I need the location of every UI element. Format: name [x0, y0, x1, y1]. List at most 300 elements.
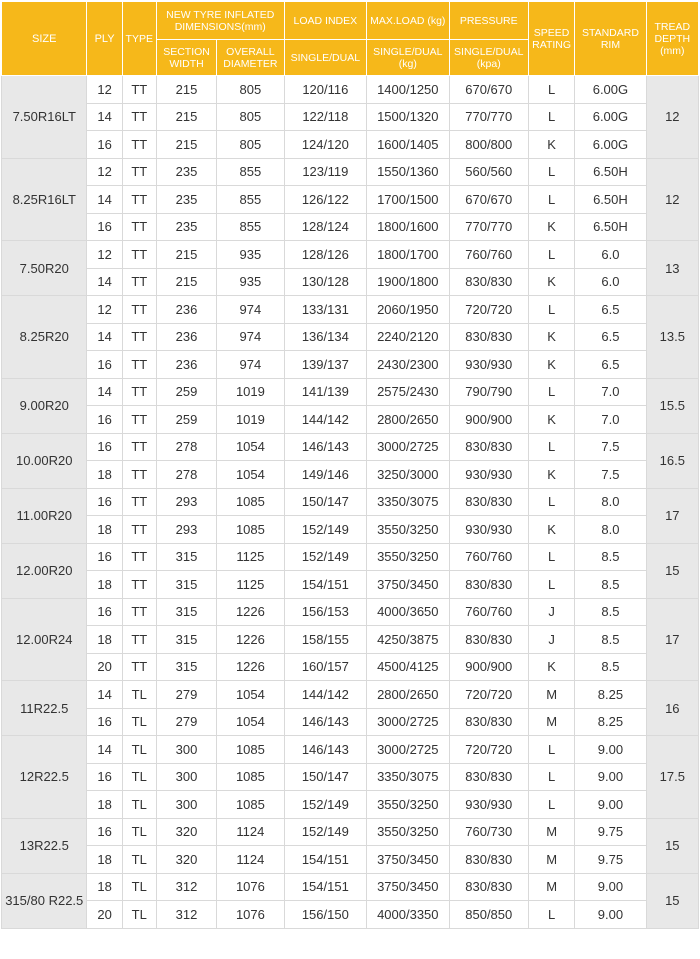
cell-pressure: 830/830: [449, 626, 528, 654]
cell-standard-rim: 8.25: [575, 708, 646, 736]
cell-overall-diameter: 1124: [217, 846, 284, 874]
table-row: [2, 433, 699, 461]
cell-standard-rim: 8.5: [575, 571, 646, 599]
cell-tread-depth: 13.5: [646, 296, 698, 379]
cell-pressure: 930/930: [449, 351, 528, 379]
header-tread-depth: TREAD DEPTH (mm): [646, 2, 698, 76]
table-body: [2, 76, 699, 929]
cell-speed-rating: K: [528, 268, 574, 296]
cell-overall-diameter: 1085: [217, 763, 284, 791]
cell-size: 12.00R24: [2, 598, 87, 681]
cell-ply: 12: [87, 241, 122, 269]
cell-tread-depth: 17: [646, 598, 698, 681]
cell-section-width: 315: [156, 626, 216, 654]
cell-overall-diameter: 1085: [217, 791, 284, 819]
header-speed-rating: SPEED RATING: [528, 2, 574, 76]
cell-type: TL: [122, 791, 156, 819]
cell-type: TT: [122, 516, 156, 544]
cell-type: TT: [122, 406, 156, 434]
cell-standard-rim: 6.00G: [575, 103, 646, 131]
cell-tread-depth: 16: [646, 681, 698, 736]
cell-ply: 16: [87, 131, 122, 159]
table-row: [2, 268, 699, 296]
cell-size: 10.00R20: [2, 433, 87, 488]
cell-standard-rim: 8.0: [575, 516, 646, 544]
cell-ply: 14: [87, 736, 122, 764]
table-row: [2, 901, 699, 929]
cell-speed-rating: J: [528, 626, 574, 654]
table-row: [2, 76, 699, 104]
cell-type: TT: [122, 378, 156, 406]
cell-section-width: 235: [156, 186, 216, 214]
cell-max-load: 1550/1360: [367, 158, 449, 186]
cell-overall-diameter: 1076: [217, 873, 284, 901]
cell-pressure: 930/930: [449, 516, 528, 544]
cell-overall-diameter: 974: [217, 351, 284, 379]
cell-type: TT: [122, 433, 156, 461]
cell-max-load: 3750/3450: [367, 873, 449, 901]
cell-max-load: 1800/1700: [367, 241, 449, 269]
cell-standard-rim: 7.5: [575, 461, 646, 489]
cell-size: 7.50R16LT: [2, 76, 87, 159]
cell-section-width: 278: [156, 433, 216, 461]
cell-section-width: 293: [156, 488, 216, 516]
table-row: [2, 818, 699, 846]
cell-overall-diameter: 1125: [217, 571, 284, 599]
cell-section-width: 259: [156, 378, 216, 406]
table-row: [2, 873, 699, 901]
cell-section-width: 215: [156, 268, 216, 296]
cell-max-load: 3550/3250: [367, 791, 449, 819]
cell-load-index: 156/153: [284, 598, 366, 626]
cell-standard-rim: 9.00: [575, 791, 646, 819]
cell-pressure: 900/900: [449, 653, 528, 681]
cell-section-width: 300: [156, 763, 216, 791]
cell-speed-rating: M: [528, 873, 574, 901]
cell-type: TL: [122, 681, 156, 709]
cell-speed-rating: J: [528, 598, 574, 626]
cell-standard-rim: 9.00: [575, 736, 646, 764]
cell-standard-rim: 8.0: [575, 488, 646, 516]
cell-section-width: 312: [156, 901, 216, 929]
table-row: [2, 296, 699, 324]
cell-speed-rating: L: [528, 76, 574, 104]
cell-load-index: 154/151: [284, 873, 366, 901]
cell-section-width: 259: [156, 406, 216, 434]
cell-load-index: 124/120: [284, 131, 366, 159]
cell-max-load: 4500/4125: [367, 653, 449, 681]
cell-type: TL: [122, 763, 156, 791]
cell-load-index: 150/147: [284, 488, 366, 516]
cell-size: 11R22.5: [2, 681, 87, 736]
cell-pressure: 670/670: [449, 76, 528, 104]
table-row: [2, 626, 699, 654]
cell-type: TT: [122, 268, 156, 296]
cell-ply: 20: [87, 653, 122, 681]
table-row: [2, 791, 699, 819]
cell-overall-diameter: 1019: [217, 378, 284, 406]
table-row: [2, 543, 699, 571]
cell-type: TL: [122, 818, 156, 846]
header-pressure-single-dual: SINGLE/DUAL (kpa): [449, 40, 528, 76]
cell-ply: 14: [87, 681, 122, 709]
cell-overall-diameter: 1226: [217, 653, 284, 681]
cell-max-load: 4250/3875: [367, 626, 449, 654]
table-row: [2, 598, 699, 626]
cell-section-width: 215: [156, 241, 216, 269]
cell-section-width: 215: [156, 76, 216, 104]
cell-section-width: 300: [156, 791, 216, 819]
table-row: [2, 406, 699, 434]
cell-size: 12.00R20: [2, 543, 87, 598]
cell-speed-rating: K: [528, 406, 574, 434]
cell-type: TT: [122, 653, 156, 681]
cell-section-width: 300: [156, 736, 216, 764]
cell-max-load: 3550/3250: [367, 543, 449, 571]
cell-section-width: 293: [156, 516, 216, 544]
cell-load-index: 146/143: [284, 708, 366, 736]
cell-size: 315/80 R22.5: [2, 873, 87, 928]
cell-speed-rating: L: [528, 791, 574, 819]
header-load-index-single-dual: SINGLE/DUAL: [284, 40, 366, 76]
cell-overall-diameter: 1054: [217, 433, 284, 461]
cell-max-load: 3550/3250: [367, 818, 449, 846]
cell-type: TL: [122, 708, 156, 736]
cell-size: 13R22.5: [2, 818, 87, 873]
cell-speed-rating: L: [528, 186, 574, 214]
cell-ply: 16: [87, 406, 122, 434]
cell-standard-rim: 8.5: [575, 543, 646, 571]
cell-pressure: 830/830: [449, 433, 528, 461]
cell-speed-rating: M: [528, 681, 574, 709]
cell-load-index: 152/149: [284, 791, 366, 819]
cell-section-width: 279: [156, 708, 216, 736]
cell-max-load: 4000/3650: [367, 598, 449, 626]
cell-tread-depth: 17: [646, 488, 698, 543]
cell-speed-rating: L: [528, 571, 574, 599]
cell-overall-diameter: 935: [217, 268, 284, 296]
cell-tread-depth: 16.5: [646, 433, 698, 488]
table-row: [2, 461, 699, 489]
table-row: [2, 653, 699, 681]
cell-speed-rating: M: [528, 818, 574, 846]
header-overall-diameter: OVERALL DIAMETER: [217, 40, 284, 76]
cell-load-index: 146/143: [284, 736, 366, 764]
cell-max-load: 3250/3000: [367, 461, 449, 489]
cell-speed-rating: L: [528, 296, 574, 324]
cell-standard-rim: 6.00G: [575, 131, 646, 159]
cell-standard-rim: 7.0: [575, 378, 646, 406]
cell-standard-rim: 9.00: [575, 763, 646, 791]
cell-tread-depth: 13: [646, 241, 698, 296]
cell-type: TT: [122, 103, 156, 131]
cell-max-load: 1800/1600: [367, 213, 449, 241]
cell-type: TT: [122, 626, 156, 654]
cell-overall-diameter: 1125: [217, 543, 284, 571]
cell-max-load: 1900/1800: [367, 268, 449, 296]
cell-standard-rim: 6.50H: [575, 158, 646, 186]
cell-ply: 18: [87, 873, 122, 901]
cell-pressure: 830/830: [449, 323, 528, 351]
cell-overall-diameter: 855: [217, 213, 284, 241]
cell-load-index: 122/118: [284, 103, 366, 131]
cell-pressure: 800/800: [449, 131, 528, 159]
cell-tread-depth: 12: [646, 158, 698, 241]
cell-ply: 14: [87, 323, 122, 351]
cell-tread-depth: 15: [646, 873, 698, 928]
cell-max-load: 2575/2430: [367, 378, 449, 406]
cell-standard-rim: 7.5: [575, 433, 646, 461]
cell-section-width: 236: [156, 351, 216, 379]
cell-type: TT: [122, 598, 156, 626]
cell-speed-rating: L: [528, 241, 574, 269]
header-dimensions: NEW TYRE INFLATED DIMENSIONS(mm): [156, 2, 284, 40]
cell-pressure: 760/760: [449, 543, 528, 571]
cell-type: TT: [122, 158, 156, 186]
cell-pressure: 930/930: [449, 791, 528, 819]
cell-type: TT: [122, 543, 156, 571]
cell-type: TT: [122, 461, 156, 489]
cell-speed-rating: K: [528, 516, 574, 544]
cell-ply: 18: [87, 791, 122, 819]
cell-speed-rating: L: [528, 378, 574, 406]
header-load-index: LOAD INDEX: [284, 2, 366, 40]
cell-type: TL: [122, 736, 156, 764]
cell-type: TT: [122, 488, 156, 516]
cell-load-index: 141/139: [284, 378, 366, 406]
table-row: [2, 681, 699, 709]
cell-speed-rating: K: [528, 653, 574, 681]
cell-overall-diameter: 1124: [217, 818, 284, 846]
cell-overall-diameter: 1076: [217, 901, 284, 929]
cell-standard-rim: 7.0: [575, 406, 646, 434]
cell-overall-diameter: 805: [217, 76, 284, 104]
cell-overall-diameter: 805: [217, 131, 284, 159]
table-row: [2, 186, 699, 214]
cell-standard-rim: 8.5: [575, 598, 646, 626]
table-row: [2, 516, 699, 544]
cell-tread-depth: 15: [646, 818, 698, 873]
cell-ply: 20: [87, 901, 122, 929]
cell-standard-rim: 6.50H: [575, 213, 646, 241]
cell-speed-rating: L: [528, 433, 574, 461]
cell-section-width: 235: [156, 213, 216, 241]
cell-overall-diameter: 974: [217, 296, 284, 324]
cell-load-index: 136/134: [284, 323, 366, 351]
table-row: [2, 131, 699, 159]
cell-size: 11.00R20: [2, 488, 87, 543]
cell-overall-diameter: 1085: [217, 516, 284, 544]
cell-overall-diameter: 1054: [217, 681, 284, 709]
cell-max-load: 2430/2300: [367, 351, 449, 379]
cell-type: TT: [122, 241, 156, 269]
cell-ply: 16: [87, 763, 122, 791]
cell-max-load: 2060/1950: [367, 296, 449, 324]
cell-speed-rating: K: [528, 323, 574, 351]
cell-max-load: 3750/3450: [367, 846, 449, 874]
cell-max-load: 2240/2120: [367, 323, 449, 351]
cell-pressure: 770/770: [449, 103, 528, 131]
cell-size: 8.25R16LT: [2, 158, 87, 241]
cell-max-load: 2800/2650: [367, 681, 449, 709]
cell-ply: 16: [87, 213, 122, 241]
cell-speed-rating: L: [528, 901, 574, 929]
cell-pressure: 830/830: [449, 708, 528, 736]
cell-size: 12R22.5: [2, 736, 87, 819]
cell-standard-rim: 8.5: [575, 626, 646, 654]
cell-load-index: 128/124: [284, 213, 366, 241]
cell-ply: 16: [87, 598, 122, 626]
cell-pressure: 930/930: [449, 461, 528, 489]
cell-ply: 14: [87, 103, 122, 131]
cell-ply: 18: [87, 846, 122, 874]
cell-load-index: 126/122: [284, 186, 366, 214]
cell-pressure: 720/720: [449, 736, 528, 764]
cell-pressure: 560/560: [449, 158, 528, 186]
cell-load-index: 149/146: [284, 461, 366, 489]
cell-pressure: 830/830: [449, 488, 528, 516]
cell-overall-diameter: 1085: [217, 488, 284, 516]
cell-max-load: 3000/2725: [367, 736, 449, 764]
cell-tread-depth: 15.5: [646, 378, 698, 433]
cell-section-width: 215: [156, 131, 216, 159]
cell-max-load: 1600/1405: [367, 131, 449, 159]
header-type: TYPE: [122, 2, 156, 76]
cell-pressure: 770/770: [449, 213, 528, 241]
cell-load-index: 150/147: [284, 763, 366, 791]
cell-ply: 12: [87, 296, 122, 324]
table-row: [2, 763, 699, 791]
table-header: [2, 2, 699, 76]
cell-pressure: 830/830: [449, 763, 528, 791]
cell-ply: 16: [87, 818, 122, 846]
header-standard-rim: STANDARD RIM: [575, 2, 646, 76]
cell-size: 9.00R20: [2, 378, 87, 433]
cell-ply: 16: [87, 543, 122, 571]
cell-load-index: 146/143: [284, 433, 366, 461]
table-row: [2, 241, 699, 269]
cell-overall-diameter: 1054: [217, 461, 284, 489]
cell-overall-diameter: 1019: [217, 406, 284, 434]
cell-speed-rating: K: [528, 461, 574, 489]
cell-pressure: 720/720: [449, 296, 528, 324]
cell-speed-rating: L: [528, 543, 574, 571]
cell-pressure: 830/830: [449, 846, 528, 874]
cell-load-index: 144/142: [284, 681, 366, 709]
cell-ply: 16: [87, 708, 122, 736]
cell-overall-diameter: 805: [217, 103, 284, 131]
cell-pressure: 830/830: [449, 571, 528, 599]
cell-section-width: 315: [156, 543, 216, 571]
cell-pressure: 760/760: [449, 241, 528, 269]
cell-max-load: 3350/3075: [367, 488, 449, 516]
cell-ply: 14: [87, 268, 122, 296]
cell-type: TL: [122, 873, 156, 901]
cell-standard-rim: 6.5: [575, 296, 646, 324]
cell-type: TL: [122, 901, 156, 929]
cell-ply: 18: [87, 626, 122, 654]
cell-speed-rating: K: [528, 351, 574, 379]
cell-section-width: 315: [156, 653, 216, 681]
cell-tread-depth: 17.5: [646, 736, 698, 819]
cell-ply: 16: [87, 351, 122, 379]
cell-section-width: 320: [156, 846, 216, 874]
cell-section-width: 312: [156, 873, 216, 901]
cell-section-width: 278: [156, 461, 216, 489]
table-row: [2, 846, 699, 874]
cell-load-index: 139/137: [284, 351, 366, 379]
cell-type: TT: [122, 186, 156, 214]
cell-load-index: 152/149: [284, 543, 366, 571]
cell-speed-rating: L: [528, 488, 574, 516]
table-row: [2, 158, 699, 186]
cell-type: TT: [122, 213, 156, 241]
cell-section-width: 235: [156, 158, 216, 186]
cell-standard-rim: 8.5: [575, 653, 646, 681]
cell-load-index: 158/155: [284, 626, 366, 654]
tyre-spec-table: [1, 1, 699, 929]
cell-max-load: 4000/3350: [367, 901, 449, 929]
cell-ply: 12: [87, 76, 122, 104]
cell-standard-rim: 9.00: [575, 873, 646, 901]
cell-load-index: 152/149: [284, 516, 366, 544]
table-row: [2, 213, 699, 241]
cell-overall-diameter: 1226: [217, 626, 284, 654]
cell-overall-diameter: 1226: [217, 598, 284, 626]
header-ply: PLY: [87, 2, 122, 76]
cell-pressure: 760/760: [449, 598, 528, 626]
cell-speed-rating: L: [528, 103, 574, 131]
cell-pressure: 830/830: [449, 268, 528, 296]
cell-pressure: 830/830: [449, 873, 528, 901]
table-row: [2, 103, 699, 131]
cell-pressure: 900/900: [449, 406, 528, 434]
table-row: [2, 736, 699, 764]
cell-section-width: 215: [156, 103, 216, 131]
cell-type: TT: [122, 76, 156, 104]
cell-max-load: 1400/1250: [367, 76, 449, 104]
cell-speed-rating: L: [528, 158, 574, 186]
cell-speed-rating: K: [528, 213, 574, 241]
cell-load-index: 130/128: [284, 268, 366, 296]
cell-max-load: 3350/3075: [367, 763, 449, 791]
cell-section-width: 315: [156, 571, 216, 599]
cell-max-load: 3750/3450: [367, 571, 449, 599]
cell-max-load: 1700/1500: [367, 186, 449, 214]
cell-pressure: 670/670: [449, 186, 528, 214]
cell-ply: 16: [87, 433, 122, 461]
cell-size: 7.50R20: [2, 241, 87, 296]
cell-type: TT: [122, 571, 156, 599]
cell-ply: 14: [87, 186, 122, 214]
cell-tread-depth: 12: [646, 76, 698, 159]
cell-max-load: 1500/1320: [367, 103, 449, 131]
cell-max-load: 3000/2725: [367, 433, 449, 461]
cell-section-width: 279: [156, 681, 216, 709]
cell-pressure: 850/850: [449, 901, 528, 929]
cell-max-load: 3000/2725: [367, 708, 449, 736]
cell-overall-diameter: 974: [217, 323, 284, 351]
cell-load-index: 154/151: [284, 571, 366, 599]
cell-pressure: 760/730: [449, 818, 528, 846]
table-row: [2, 378, 699, 406]
cell-load-index: 133/131: [284, 296, 366, 324]
cell-section-width: 315: [156, 598, 216, 626]
header-max-load: MAX.LOAD (kg): [367, 2, 449, 40]
cell-type: TT: [122, 351, 156, 379]
cell-ply: 18: [87, 461, 122, 489]
cell-pressure: 790/790: [449, 378, 528, 406]
